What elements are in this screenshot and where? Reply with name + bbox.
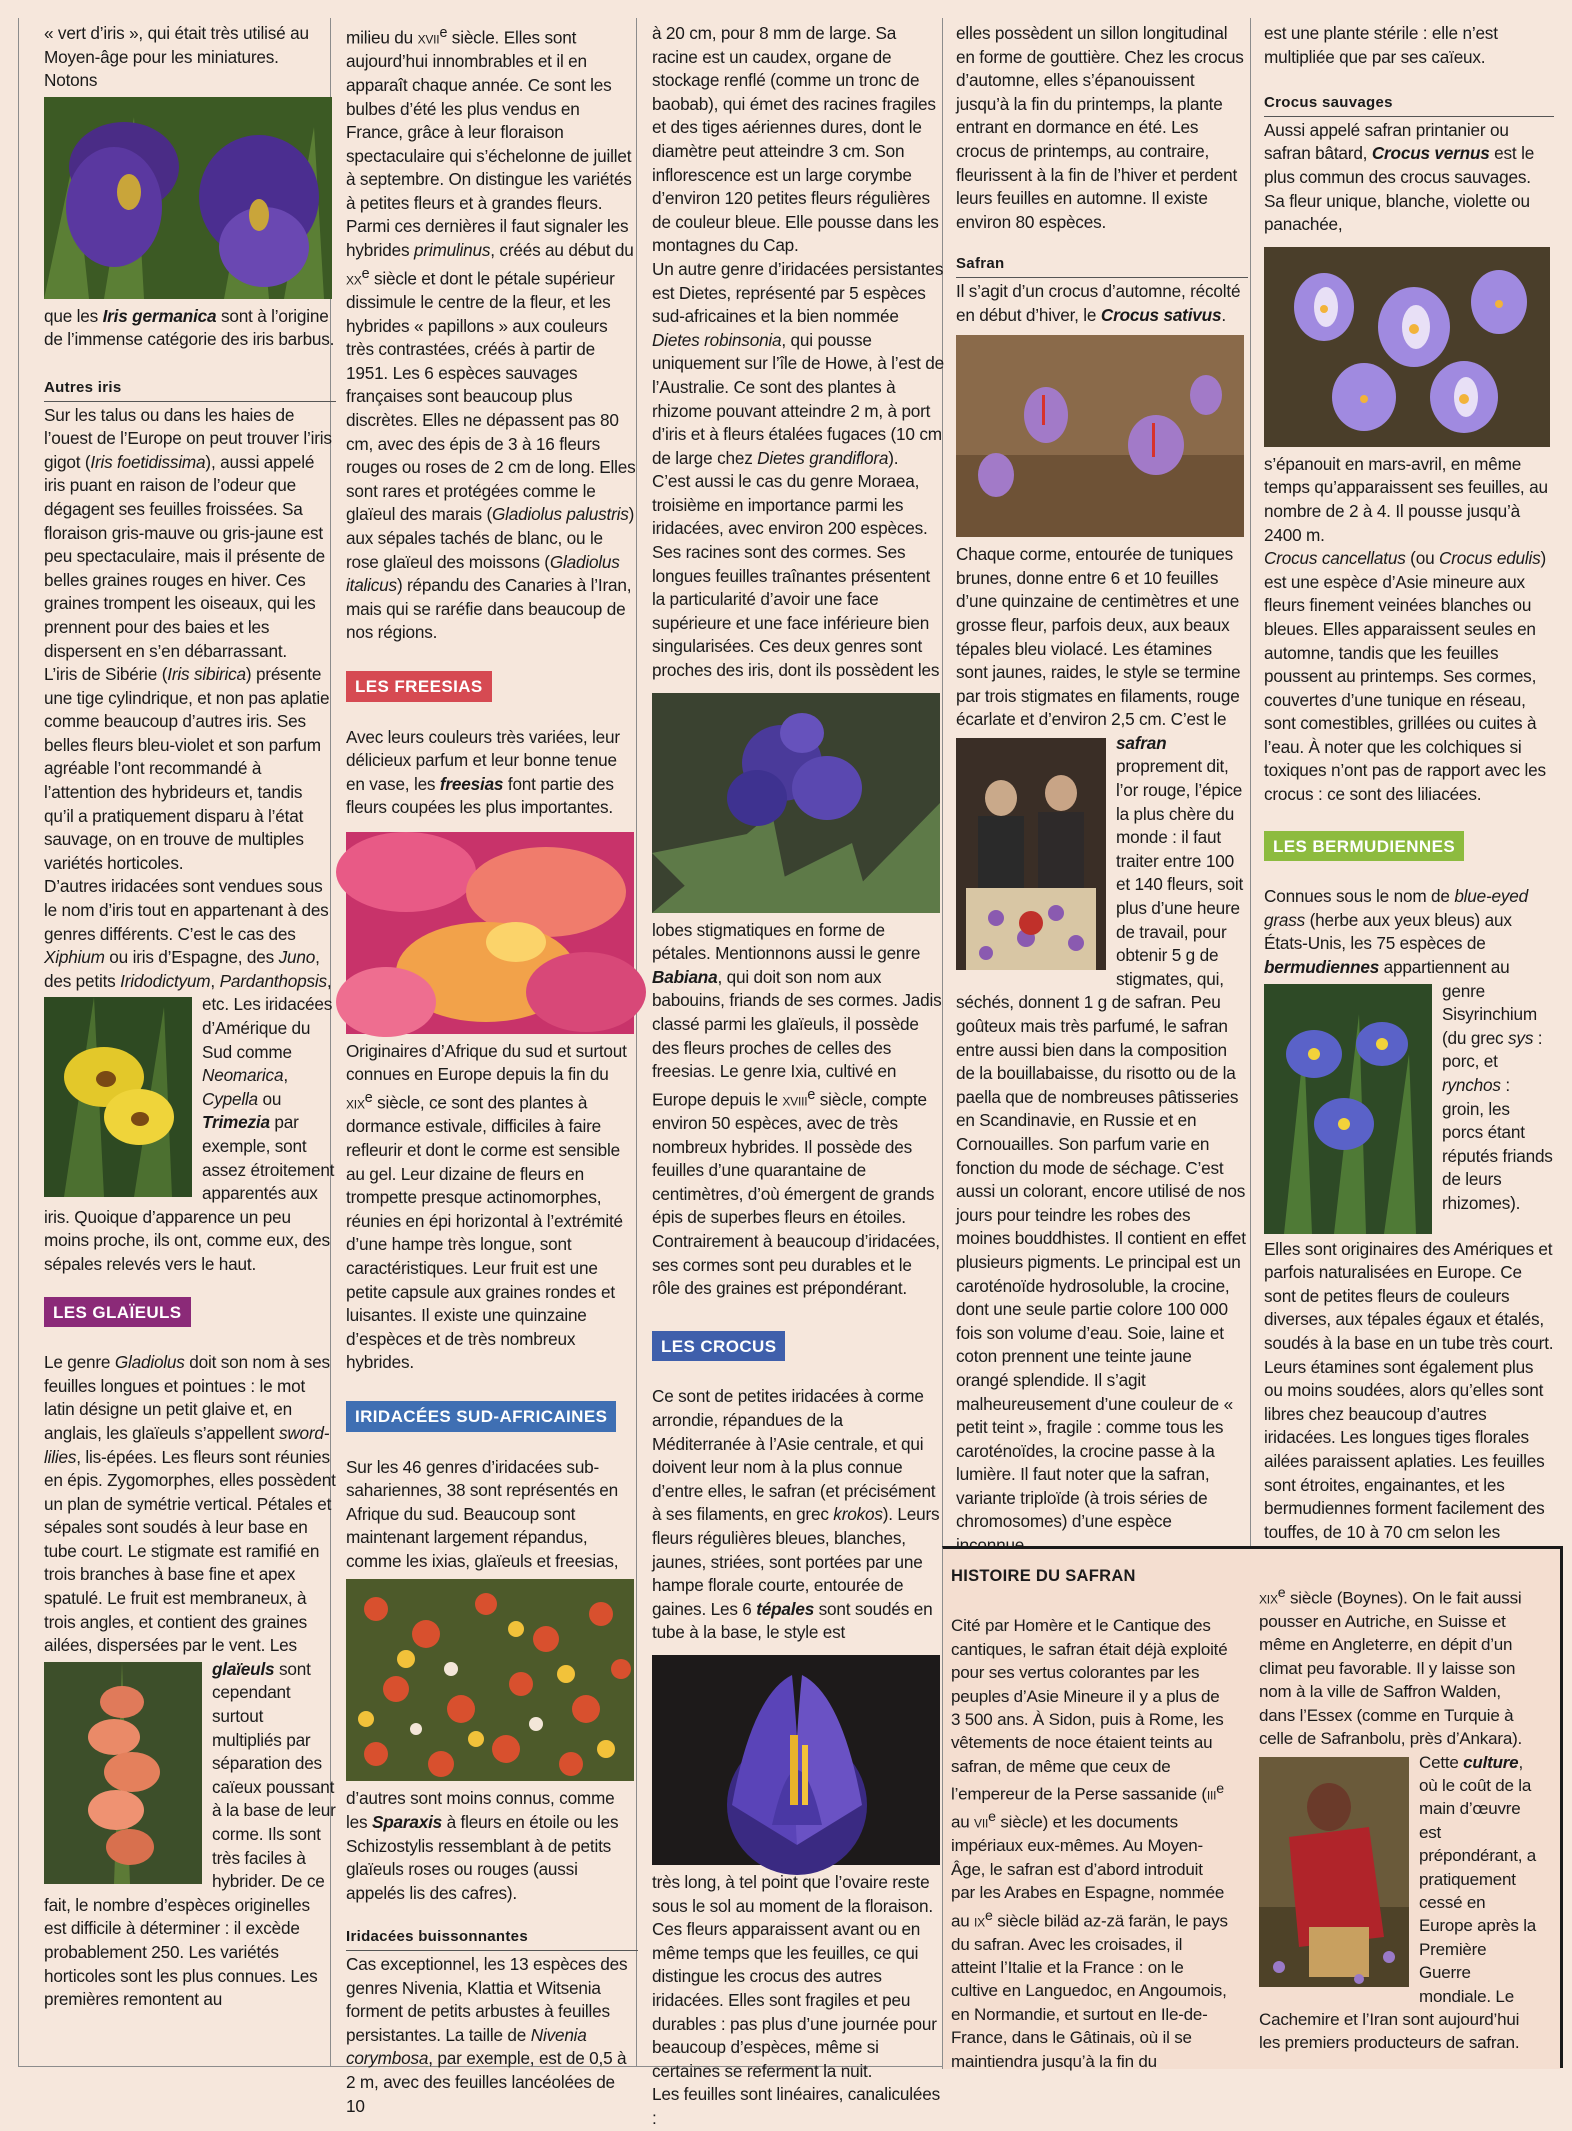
- column-2: [346, 22, 638, 2116]
- paragraph: Connues sous le nom de blue-eyed grass (herbe aux yeux bleus) aux États-Unis, les 75 espèces de bermudiennes appartiennent au genre Sisyrinchium (du grec sys : porc, et rynchos : groin, les porcs étant réputés friands de leurs rhizomes).: [1264, 885, 1554, 1215]
- column-rule: [18, 18, 19, 2066]
- paragraph: d’autres sont moins connus, comme les Sparaxis à fleurs en étoile ou les Schizostylis ressemblant à de petits glaïeuls roses ou rouges (aussi appelés lis des cafres).: [346, 1788, 619, 1903]
- section-heading-bermudiennes: LES BERMUDIENNES: [1264, 831, 1464, 862]
- freesias-photo: [346, 832, 638, 1034]
- photo-image: [1264, 247, 1550, 447]
- paragraph: Aussi appelé safran printanier ou safran bâtard, Crocus vernus est le plus commun des crocus sauvages. Sa fleur unique, blanche, violette ou panachée,: [1264, 119, 1535, 235]
- photo-image: [956, 335, 1244, 537]
- subheading-buissonnantes: Iridacées buissonnantes: [346, 1925, 638, 1951]
- photo-image: [44, 997, 192, 1197]
- crocus-vernus-photo: [1264, 247, 1554, 447]
- bermudienne-photo: [1264, 984, 1432, 1234]
- paragraph: Les feuilles sont linéaires, canaliculées :: [652, 2084, 940, 2128]
- photo-image: [1259, 1757, 1409, 1987]
- paragraph: C’est aussi le cas du genre Moraea, troisième en importance parmi les iridacées, avec environ 200 espèces. Ses racines sont des cormes. Ses longues feuilles traînantes présentent la particularité d’avoir une face supérieure et une face inférieure bien singularisées. Ces deux genres sont proches des iris, dont ils possèdent les: [652, 471, 940, 681]
- crocus-sativus-photo: [956, 335, 1248, 537]
- paragraph: est une plante stérile : elle n’est multipliée que par ses caïeux.: [1264, 23, 1498, 67]
- paragraph: Le genre Gladiolus doit son nom à ses feuilles longues et pointues : le mot latin désigne un petit glaive et, en anglais, les glaïeuls s’appellent sword-lilies, lis-épées. Les fleurs sont réunies en épis. Zygomorphes, elles possèdent un plan de symétrie vertical. Pétales et sépales sont soudés à leur base en tube court. Le stigmate est ramifié en trois branches à base fine et apex spatulé. Le fruit est membraneux, à trois angles, et contient des graines ailées, dispersées par le vent. Les glaïeuls sont cependant surtout multipliés par séparation des caïeux poussant à la base de leur corme. Ils sont très faciles à hybrider. De ce fait, le nombre d’espèces originelles est difficile à déterminer : il excède probablement 250. Les variétés horticoles sont les plus connues. Les premières remontent au: [44, 1352, 336, 2010]
- paragraph: Chaque corme, entourée de tuniques brunes, donne entre 6 et 10 feuilles d’une quinzaine de centimètres et une grosse fleur, parfois deux, aux beaux tépales bleu violacé. Les étamines sont jaunes, raides, le style se termine par trois stigmates en filaments, rouge écarlate et d’environ 2,5 cm. C’est le safran proprement dit, l’or rouge, l’épice la plus chère du monde : il faut traiter entre 100 et 140 fleurs, soit plus d’une heure de travail, pour obtenir 5 g de stigmates, qui, séchés, donnent 1 g de safran. Peu goûteux mais très parfumé, le safran entre aussi bien dans la composition de la bouillabaisse, du risotto ou de la paella que de nombreuses pâtisseries en Scandinavie, en Russie et en Cornouailles. Son parfum varie en fonction du mode de séchage. C’est aussi un colorant, encore utilisé de nos jours pour teindre les robes des moines bouddhistes. Il contient en effet plusieurs pigments. Le principal est un caroténoïde hydrosoluble, la crocine, dont une seule partie colore 100 000 fois son volume d’eau. Soie, laine et coton prennent une teinte jaune orangé splendide. Il s’agit malheureusement d’une couleur de « petit teint », fragile : comme tous les caroténoïdes, la crocine passe à la lumière. Il faut noter que la safran, variante triploïde (à trois séries de chromosomes) d’une espèce: [956, 544, 1246, 1532]
- trimezia-photo: [44, 997, 192, 1197]
- paragraph: à 20 cm, pour 8 mm de large. Sa racine est un caudex, organe de stockage renflé (comme un tronc de baobab), qui émet des racines fragiles et des tiges aériennes dures, dont le diamètre peut atteindre 3 cm. Son inflorescence est un large corymbe d’environ 120 petites fleurs régulières de couleur bleue. Elle pousse dans les montagnes du Cap.: [652, 23, 939, 256]
- safran-harvest-photo: [956, 738, 1106, 970]
- subheading-crocus-sauvages: Crocus sauvages: [1264, 91, 1554, 117]
- paragraph: Originaires d’Afrique du sud et surtout connues en Europe depuis la fin du xix$^e$ siècle, ce sont des plantes à dormance estivale, difficiles à faire refleurir et dont le corme est sensible au gel. Leur dizaine de fleurs en trompette presque actinomorphes, réunies en épi horizontal à l’extrémité d’une hampe très longue, sont caractéristiques. Leur fruit est une petite capsule aux graines rondes et luisantes. Il existe une quinzaine d’espèces et de très nombreux hybrides.: [346, 1040, 627, 1373]
- box-title: HISTOIRE DU SAFRAN: [951, 1567, 1136, 1585]
- paragraph: [44, 22, 336, 93]
- section-heading-sud-africaines: IRIDACÉES SUD-AFRICAINES: [346, 1401, 616, 1432]
- paragraph: xix$^e$ siècle (Boynes). On le fait aussi pousser en Autriche, en Suisse et même en Angleterre, en dépit d’un climat peu favorable. Il y laisse son nom à la ville de Saffron Walden, dans l’Essex (comme en Turquie à celle de Safranbolu, près d’Ankara). Cette culture, où le coût de la main d’œuvre est prépondérant, a pratiquement cessé en Europe après la Première Guerre mondiale. Le Cachemire et l’Iran sont aujourd’hui les premiers producteurs de safran.: [1259, 1585, 1537, 2053]
- paragraph: Sur les talus ou dans les haies de l’ouest de l’Europe on peut trouver l’iris gigot (Iris foetidissima), aussi appelé iris puant en raison de l’odeur que dégagent ses feuilles froissées. Sa floraison gris-mauve ou gris-jaune est peu spectaculaire, mais il présente de belles graines rouges en hiver. Ces graines trompent les oiseaux, qui les prennent pour des baies et les dispersent en s’en débarrassant.: [44, 404, 332, 661]
- paragraph: Cité par Homère et le Cantique des cantiques, le safran était déjà exploité pour ses vertus colorantes par les peuples d’Asie Mineure il y a plus de 3 500 ans. À Sidon, puis à Rome, les vêtements de noce étaient teints au safran, de même que ceux de l’empereur de la Perse sassanide (iii$^e$ au vii$^e$ siècle) et les documents impériaux eux-mêmes. Au Moyen-Âge, le safran est d’abord introduit par les Arabes en Espagne, nommée au $ix^e$ siècle biläd az-zä farän, le pays du safran. Avec les croisades, il atteint l’Italie et la France : on le cultive en Languedoc, en Angoumois, en Normandie, et surtout en Ile-de-France, dans le Gâtinais, où il se maintiendra jusqu’à la fin du: [951, 1616, 1228, 2071]
- box-right-rule: [1560, 1546, 1563, 2068]
- paragraph: Ce sont de petites iridacées à corme arrondie, répandues de la Méditerranée à l’Asie centrale, et qui doivent leur nom à la plus connue d’entre elles, le safran (et précisément à ses filaments, en grec krokos). Leurs fleurs régulières bleues, blanches, jaunes, striées, sont portées par une hampe florale courte, entourée de gaines. Les 6 tépales sont soudés en tube à la base, le style est: [652, 1386, 940, 1643]
- paragraph: Crocus cancellatus (ou Crocus edulis) est une espèce d’Asie mineure aux fleurs finement veinées blanches ou bleues. Elles apparaissent seules en automne, tandis que les feuilles poussent au printemps. Ses cormes, couvertes d’une tunique en réseau, sont comestibles, grillées ou cuites à l’eau. À noter que les colchiques si toxiques n’ont pas de rapport avec les crocus : ce sont des liliacées.: [1264, 548, 1547, 805]
- paragraph: que les Iris germanica sont à l’origine de l’immense catégorie des iris barbus.: [44, 305, 335, 350]
- section-heading-glaieuls: LES GLAÏEULS: [44, 1297, 191, 1328]
- histoire-du-safran-box: [942, 1546, 1561, 2069]
- section-heading-freesias: LES FREESIAS: [346, 671, 492, 702]
- paragraph: Avec leurs couleurs très variées, leur délicieux parfum et leur bonne tenue en vase, les freesias font partie des fleurs coupées les plus importantes.: [346, 726, 620, 818]
- paragraph: Sur les 46 genres d’iridacées sub-sahariennes, 38 sont représentés en Afrique du sud. Beaucoup sont maintenant largement répandus, comme les ixias, glaïeuls et freesias,: [346, 1456, 619, 1571]
- paragraph: D’autres iridacées sont vendues sous le nom d’iris tout en appartenant à des genres différents. C’est le cas des Xiphium ou iris d’Espagne, des Juno, des petits Iridodictyum, Pardanthopsis , etc. Les iridacées d’Amérique du Sud comme Neomarica, Cypella ou Trimezia par exemple, sont assez étroitement apparentés aux iris. Quoique d’apparence un peu moins proche, ils ont, comme eux, des sépales relevés vers le haut.: [44, 876, 335, 1274]
- crocus-photo: [652, 1655, 944, 1865]
- text: « vert d’iris », qui était très utilisé au Moyen-âge pour les miniatures. Notons: [44, 23, 309, 91]
- iris-germanica-photo: [44, 97, 336, 299]
- paragraph: L’iris de Sibérie (Iris sibirica) présente une tige cylindrique, et non pas aplatie comme beaucoup d’autres iris. Ses belles fleurs bleu-violet et son parfum agréable l’ont recommandé à l’attention des hybrideurs et, tandis qu’il a pratiquement disparu à l’état sauvage, on en trouve de multiples variétés horticoles.: [44, 664, 330, 873]
- column-rule: [1250, 18, 1251, 1546]
- paragraph: milieu du xvii$^e$ siècle. Elles sont aujourd’hui innombrables et il en apparaît chaque année. Ce sont les bulbes d’été les plus vendus en France, grâce à leur floraison spectaculaire qui s’échelonne de juillet à septembre. On distingue les variétés à petites fleurs et à grandes fleurs. Parmi ces dernières il faut signaler les hybrides primulinus, créés au début du $xx^e$ siècle et dont le pétale supérieur dissimule le centre de la fleur, et les hybrides « papillons » aux couleurs très contrastées, créés à partir de 1951. Les 6 espèces sauvages françaises sont beaucoup plus discrètes. Elles ne dépassent pas 80 cm, avec des épis de 3 à 16 fleurs rouges ou roses de 2 cm de long. Elles sont rares et protégées comme le glaïeul des marais (Gladiolus palustris) aux sépales tachés de blanc, ou le rose glaïeul des moissons (Gladiolus italicus) répandu des Canaries à l’Iran, mais qui se raréfie dans beaucoup de nos régions.: [346, 25, 636, 643]
- safran-picker-photo: [1259, 1757, 1409, 1987]
- subheading-safran: Safran: [956, 252, 1248, 278]
- paragraph: Un autre genre d’iridacées persistantes est Dietes, représenté par 5 espèces sud-africaines et la bien nommée Dietes robinsonia, qui pousse uniquement sur l’île de Howe, à l’est de l’Australie. Ce sont des plantes à rhizome pouvant atteindre 2 m, à port d’iris et à fleurs étalées fugaces (10 cm de large chez Dietes grandiflora).: [652, 258, 944, 468]
- photo-image: [44, 97, 332, 299]
- box-column-1: [951, 1565, 1231, 2071]
- paragraph: Il s’agit d’un crocus d’automne, récolté en début d’hiver, le Crocus sativus.: [956, 280, 1241, 325]
- photo-image: [346, 1579, 634, 1781]
- paragraph: lobes stigmatiques en forme de pétales. Mentionnons aussi le genre Babiana, qui doit son nom aux babouins, friands de ses cormes. Jadis classé parmi les glaïeuls, il possède des fleurs proches de celles des freesias. Le genre Ixia, cultivé en Europe depuis le xviii$^e$ siècle, compte environ 50 espèces, avec de très nombreux hybrides. Il possède des feuilles d’une quarantaine de centimètres, d’où émergent de grands épis de superbes fleurs en étoiles. Contrairement à beaucoup d’iridacées, ses cormes sont peu durables et le rôle des graines est prépondérant.: [652, 919, 942, 1299]
- paragraph: Elles sont originaires des Amériques et parfois naturalisées en Europe. Ce sont de petites fleurs de couleurs diverses, aux tépales égaux et étalés, soudés à la base en un tube très court. Leurs étamines sont également plus ou moins soudées, alors qu’elles sont libres chez beaucoup d’autres iridacées. Les longues tiges florales ailées paraissent aplaties. Les feuilles sont étroites, engainantes, et les bermudiennes forment facilement des touffes, de 10 à 70 cm selon les: [1264, 1238, 1554, 1542]
- photo-image: [652, 1655, 940, 1865]
- column-3: [652, 22, 944, 2128]
- paragraph: très long, à tel point que l’ovaire reste sous le sol au moment de la floraison. Ces fleurs apparaissent avant ou en même temps que les feuilles, ce qui distingue les crocus des autres iridacées. Elles sont fragiles et peu durables : pas plus d’une journée pour beaucoup d’espèces, même si certaines se referment la nuit.: [652, 1871, 937, 2081]
- section-heading-crocus: LES CROCUS: [652, 1331, 785, 1362]
- subheading-autres-iris: Autres iris: [44, 376, 336, 402]
- box-column-2: [1259, 1565, 1539, 2065]
- sparaxis-photo: [346, 1579, 638, 1781]
- photo-image: [956, 738, 1106, 970]
- paragraph: elles possèdent un sillon longitudinal en forme de gouttière. Chez les crocus d’automne, elles s’épanouissent jusqu’à la fin du printemps, la plante entrant en dormance en été. Les crocus de printemps, au contraire, fleurissent à la fin de l’hiver et perdent leurs feuilles en automne. Il existe environ 80 espèces.: [956, 23, 1244, 232]
- paragraph: Cas exceptionnel, les 13 espèces des genres Nivenia, Klattia et Witsenia forment de petits arbustes à feuilles persistantes. La taille de Nivenia corymbosa, par exemple, est de 0,5 à 2 m, avec des feuilles lancéolées de 10: [346, 1954, 628, 2116]
- column-1: [44, 22, 336, 2062]
- photo-image: [346, 832, 634, 1034]
- paragraph: s’épanouit en mars-avril, en même temps qu’apparaissent ses feuilles, au nombre de 2 à 4. Il pousse jusqu’à 2400 m.: [1264, 453, 1548, 545]
- photo-image: [44, 1662, 202, 1884]
- photo-image: [652, 693, 940, 913]
- glaieul-photo: [44, 1662, 202, 1884]
- babiana-photo: [652, 693, 944, 913]
- photo-image: [1264, 984, 1432, 1234]
